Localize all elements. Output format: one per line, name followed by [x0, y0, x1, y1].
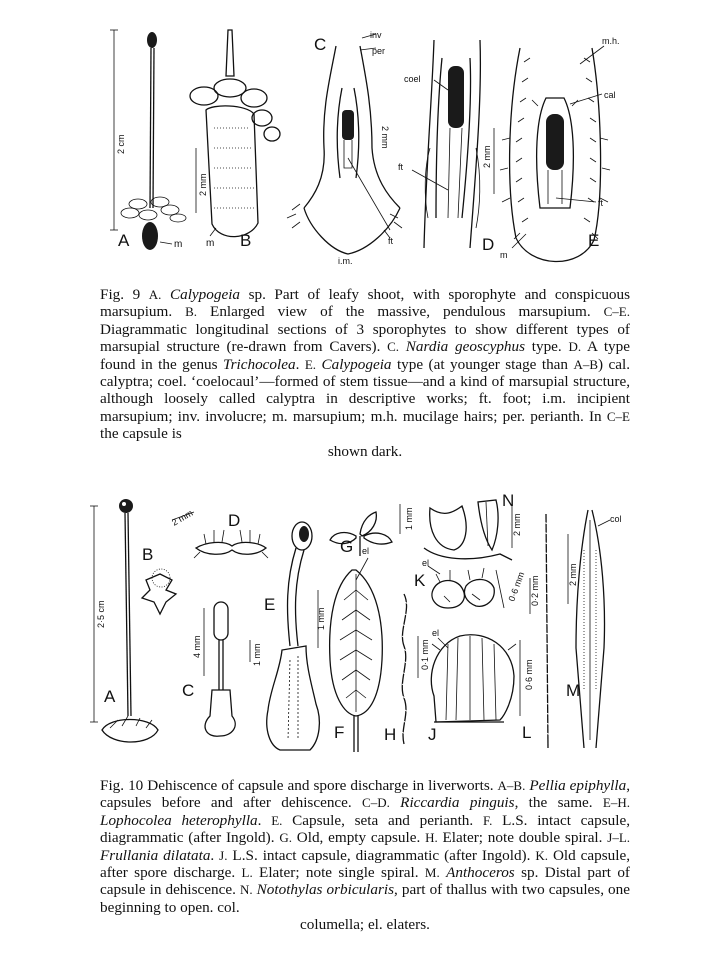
fig10-panel-letter-c: C: [182, 681, 195, 700]
fig10-panel-l: [522, 514, 551, 748]
fig9-label-m-a: m: [174, 239, 183, 250]
fig9-scale-e: 2 mm: [482, 145, 492, 168]
fig10-panel-h: [384, 594, 430, 744]
fig9-panel-e: [482, 36, 620, 262]
fig10-panel-k: [414, 558, 526, 608]
fig9-panel-letter-e: E: [588, 231, 600, 250]
fig9-panel-letter-b: B: [240, 231, 252, 250]
fig10-label-col: col: [610, 514, 622, 524]
fig9-panel-letter-c: C: [314, 35, 327, 54]
fig9-label-ft-d: ft: [398, 162, 404, 172]
fig9-label-cal: cal: [604, 90, 616, 100]
fig10-panel-b: [142, 508, 194, 614]
fig10-scale-b: 2 mm: [170, 507, 195, 528]
fig10-scale-n: 2 mm: [512, 513, 522, 536]
fig10-scale-e1: 1 mm: [252, 643, 262, 666]
fig10-scale-k: 0·6 mm: [506, 570, 527, 603]
fig10-caption-number: Fig. 10: [100, 777, 144, 794]
fig10-label-el-f: el: [362, 546, 370, 556]
fig9-panel-letter-a: A: [118, 231, 130, 250]
fig9-scale-b: 2 mm: [198, 173, 208, 196]
fig10-scale-h: 0·1 mm: [420, 639, 430, 670]
fig10-panel-m: [566, 510, 622, 748]
fig10-panel-letter-b: B: [142, 545, 154, 564]
fig10-panel-e: [250, 522, 326, 750]
fig10-panel-g: [330, 504, 414, 556]
figure-10-caption: Fig. 10 Dehiscence of capsule and spore discharge in liverworts. A–B. Pellia epiphylla, capsules before and after dehiscence. C–D. Riccardia pinguis, the same. E–H. Lophocolea heterophylla. E. Capsule, seta and perianth. F. L.S. intact capsule, diagrammatic (after Ingold). G. Old, empty capsule. H. Elater; note double spiral. J–L. Frullania dilatata. J. L.S. intact capsule, diagrammatic (after Ingold). K. Old capsule, after spore discharge. L. Elater; note single spiral. M. Anthoceros sp. Distal part of capsule in dehiscence. N. Notothylas orbicularis, part of thallus with two capsules, one beginning to open. col. columella; el. elaters.: [100, 777, 631, 934]
fig10-scale-c: 4 mm: [192, 635, 202, 658]
fig9-label-per: per: [372, 46, 386, 56]
fig10-panel-letter-e: E: [264, 595, 276, 614]
fig10-scale-e2: 1 mm: [316, 607, 326, 630]
fig9-panel-c: [287, 30, 402, 266]
fig9-label-inv: inv: [370, 30, 382, 40]
fig9-label-m-e: m: [500, 250, 508, 260]
figure-9-illustration: [0, 18, 720, 290]
fig9-label-im: i.m.: [338, 256, 353, 266]
fig10-panel-letter-n: N: [502, 491, 515, 510]
fig10-panel-letter-k: K: [414, 571, 426, 590]
fig10-panel-letter-h: H: [384, 725, 397, 744]
figure-10-illustration: [0, 490, 720, 772]
fig9-panel-d: [398, 40, 494, 254]
fig10-panel-f: [330, 546, 383, 752]
fig10-panel-letter-f: F: [334, 723, 345, 742]
fig10-scale-l2: 0·6 mm: [524, 659, 534, 690]
fig9-panel-letter-d: D: [482, 235, 495, 254]
fig10-scale-a: 2·5 cm: [96, 600, 106, 628]
fig10-panel-a: [90, 499, 158, 742]
fig10-label-el-j: el: [432, 628, 440, 638]
fig10-panel-j: [428, 628, 534, 744]
fig10-panel-letter-m: M: [566, 681, 581, 700]
fig9-label-mh: m.h.: [602, 36, 620, 46]
fig10-panel-letter-d: D: [228, 511, 241, 530]
fig10-scale-m: 2 mm: [568, 563, 578, 586]
fig10-panel-letter-l: L: [522, 723, 532, 742]
fig10-scale-g: 1 mm: [404, 507, 414, 530]
fig10-panel-letter-g: G: [340, 537, 354, 556]
fig9-label-ft-e: ft: [598, 198, 604, 208]
fig9-panel-a: [110, 30, 186, 250]
fig9-label-coel: coel: [404, 74, 421, 84]
fig10-panel-letter-j: J: [428, 725, 437, 744]
fig10-panel-d: [194, 511, 268, 558]
fig10-panel-c: [182, 602, 235, 736]
fig9-caption-number: Fig. 9: [100, 286, 141, 303]
fig9-label-m-b: m: [206, 238, 215, 249]
figure-9-caption: Fig. 9 A. Calypogeia sp. Part of leafy shoot, with sporophyte and conspicuous marsupium. B. Enlarged view of the massive, pendulous marsupium. C–E. Diagrammatic longitudinal sections of 3 sporophytes to show different types of marsupial structure (re-drawn from Cavers). C. Nardia geoscyphus type. D. A type found in the genus Trichocolea. E. Calypogeia type (at younger stage than A–B) cal. calyptra; coel. ‘coelocaul’—formed of stem tissue—and a kind of marsupial structure, although loosely called calyptra in descriptive works; ft. foot; i.m. incipient marsupium; inv. involucre; m. marsupium; m.h. mucilage hairs; per. perianth. In C–E the capsule is shown dark.: [100, 286, 631, 460]
fig9-panel-b: [190, 30, 280, 250]
fig9-label-ft-c: ft: [388, 236, 394, 246]
fig9-scale-c: 2 mm: [380, 126, 390, 149]
fig10-panel-n: [424, 491, 522, 560]
fig10-label-el-k: el: [422, 558, 430, 568]
fig9-scale-a: 2 cm: [116, 134, 126, 154]
fig10-scale-l1: 0·2 mm: [530, 575, 540, 606]
fig10-panel-letter-a: A: [104, 687, 116, 706]
